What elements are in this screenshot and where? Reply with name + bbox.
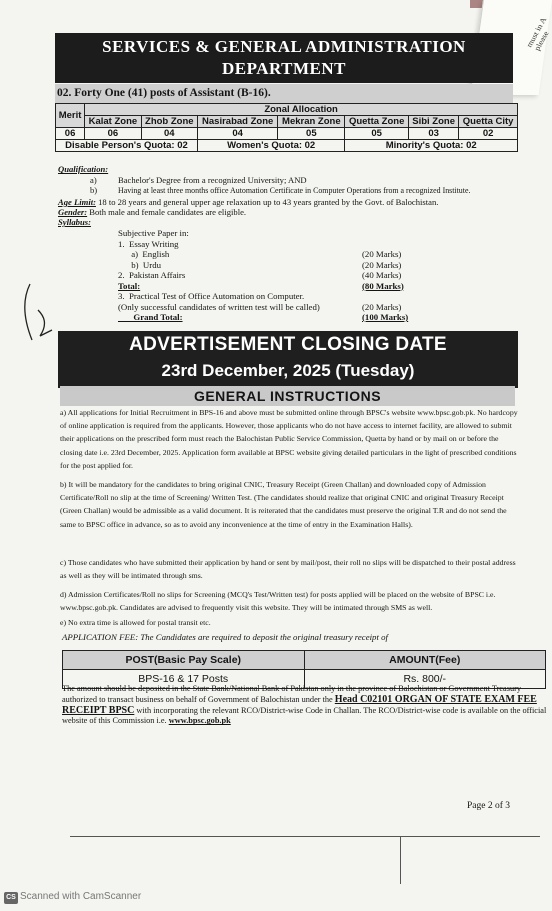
syllabus-row: 2. Pakistan Affairs (40 Marks) <box>118 270 402 280</box>
zone-header: Zhob Zone <box>141 116 197 128</box>
qualification-a: Bachelor's Degree from a recognized University; AND <box>118 174 307 185</box>
age-limit <box>58 197 498 208</box>
age-limit-label: Age Limit: <box>58 197 96 207</box>
minority-quota: Minority's Quota: 02 <box>345 140 518 152</box>
closing-date: 23rd December, 2025 (Tuesday) <box>161 361 415 380</box>
application-fee-title: APPLICATION FEE: The Candidates are required to deposit the original treasury receipt of <box>62 632 388 642</box>
zone-value: 03 <box>408 128 458 140</box>
gender-label: Gender: <box>58 207 88 217</box>
department-title-line2: DEPARTMENT <box>221 59 347 78</box>
merit-header: Merit <box>56 104 85 128</box>
zone-value: 02 <box>459 128 518 140</box>
qualification-b: Having at least three months office Automation Certificate in Computer Operations from a recognized Institute. <box>118 186 471 195</box>
syllabus-row: Grand Total: (100 Marks) <box>118 312 409 322</box>
divider <box>70 836 540 837</box>
disabled-quota: Disable Person's Quota: 02 <box>56 140 198 152</box>
fee-header-post: POST(Basic Pay Scale) <box>63 651 305 670</box>
qualification-a-key: a) <box>90 174 97 185</box>
closing-date-banner <box>58 331 518 388</box>
zone-header: Quetta Zone <box>345 116 409 128</box>
camscanner-logo-icon: CS <box>4 892 18 904</box>
instruction-d: d) Admission Certificates/Roll no slips for Screening (MCQ's Test/Written test) for posts applied will be placed on the website of BPSC i.e. www.bpsc.gob.pk. Candidates are advised to frequently visit this website. They will be intimated through SMS as well. <box>60 590 496 613</box>
zone-header: Sibi Zone <box>408 116 458 128</box>
gender-text: Both male and female candidates are eligible. <box>87 207 247 217</box>
deposit-site-link[interactable]: www.bpsc.gob.pk <box>168 716 231 726</box>
department-banner <box>55 33 513 83</box>
fee-post-value: BPS-16 & 17 Posts <box>63 670 305 689</box>
qualification-b-key: b) <box>90 185 98 195</box>
syllabus-row: b) Urdu (20 Marks) <box>118 259 402 270</box>
zone-value: 04 <box>141 128 197 140</box>
post-title: 02. Forty One (41) posts of Assistant (B-16). <box>55 84 513 103</box>
syllabus-row: 1. Essay Writing <box>118 238 179 249</box>
instruction-c: c) Those candidates who have submitted their application by hand or sent by mail/post, their roll no slips will be dispatched to their postal address as well as they will be intimated through sms. <box>60 558 516 581</box>
deposit-note: The amount should be deposited in the State Bank/National Bank of Pakistan only in the province of Balochistan or Government Treasury authorized to transact business on behalf of Government of Balochistan under the Head C02101 ORGAN OF STATE EXAM FEE RECEIPT BPSC with incorporating the relevant RCO/District-wise Code in Challan. The RCO/District-wise code is available on the official website of this Commission i.e. www.bpsc.gob.pk <box>62 684 547 726</box>
syllabus-label: Syllabus: <box>58 217 91 227</box>
syllabus-row: a) English (20 Marks) <box>118 249 402 259</box>
zone-header: Mekran Zone <box>278 116 345 128</box>
merit-value: 06 <box>56 128 85 140</box>
zone-value: 04 <box>198 128 278 140</box>
instruction-e: e) No extra time is allowed for postal transit etc. <box>60 618 211 627</box>
zone-value: 06 <box>85 128 141 140</box>
syllabus-row: 3. Practical Test of Office Automation on Computer. <box>118 291 305 301</box>
general-instructions-title: GENERAL INSTRUCTIONS <box>60 386 515 406</box>
syllabus-list <box>118 228 418 323</box>
instruction-a: a) All applications for Initial Recruitment in BPS-16 and above must be submitted online through BPSC's website www.bpsc.gob.pk. No hardcopy of online application is required from the applicants. However, those applicants who do not have access to internet facility, are allowed to submit their applications on the prescribed form must reach the Balochistan Public Service Commission, Quetta by hand or by mail on or before the closing date i.e. 23rd December, 2025. Application form available at BPSC website giving detailed particulars in the light of prescribed conditions for the post applied for. <box>60 408 518 470</box>
zone-header: Kalat Zone <box>85 116 141 128</box>
qualification-section <box>58 164 510 197</box>
syllabus-row: (Only successful candidates of written test will be called) (20 Marks) <box>118 301 402 312</box>
syllabus-row: Total: (80 Marks) <box>118 280 404 291</box>
closing-title: ADVERTISEMENT CLOSING DATE <box>129 334 447 355</box>
zone-header: Nasirabad Zone <box>198 116 278 128</box>
fee-amount-value: Rs. 800/- <box>304 670 546 689</box>
qualification-label: Qualification: <box>58 164 109 174</box>
handwritten-mark <box>18 280 58 350</box>
zone-value: 05 <box>278 128 345 140</box>
page-number: Page 2 of 3 <box>467 801 511 811</box>
divider <box>400 836 401 884</box>
syllabus-row: Subjective Paper in: <box>118 228 189 238</box>
department-title-line1: SERVICES & GENERAL ADMINISTRATION <box>102 37 466 56</box>
deposit-head: Head C02101 ORGAN OF STATE EXAM FEE RECEIPT BPSC <box>62 693 537 716</box>
zone-value: 05 <box>345 128 409 140</box>
zonal-group-header: Zonal Allocation <box>85 104 518 116</box>
scanner-watermark: CS Scanned with CamScanner <box>4 891 141 904</box>
zone-header: Quetta City <box>459 116 518 128</box>
corner-handwriting: must in A please <box>524 16 551 52</box>
women-quota: Women's Quota: 02 <box>198 140 345 152</box>
zonal-allocation-table <box>55 103 518 152</box>
gender <box>58 207 246 218</box>
fee-header-amount: AMOUNT(Fee) <box>304 651 546 670</box>
instruction-b: b) It will be mandatory for the candidates to bring original CNIC, Treasury Receipt (Green Challan) and downloaded copy of Admission Certificate/Roll no slip at the time of Screening/ Written Test. (The candidates should realize that original CNIC and original Treasury Receipt (Green Challan) would be admissible as a valid document. It is reiterated that the candidates must preserve the original T.R and do not send the same to BPSC office in advance, so as to avoid any inconvenience at the time of entry in the Examination Halls). <box>60 480 507 529</box>
age-limit-text: 18 to 28 years and general upper age relaxation up to 43 years granted by the Govt. of Balochistan. <box>95 197 439 207</box>
